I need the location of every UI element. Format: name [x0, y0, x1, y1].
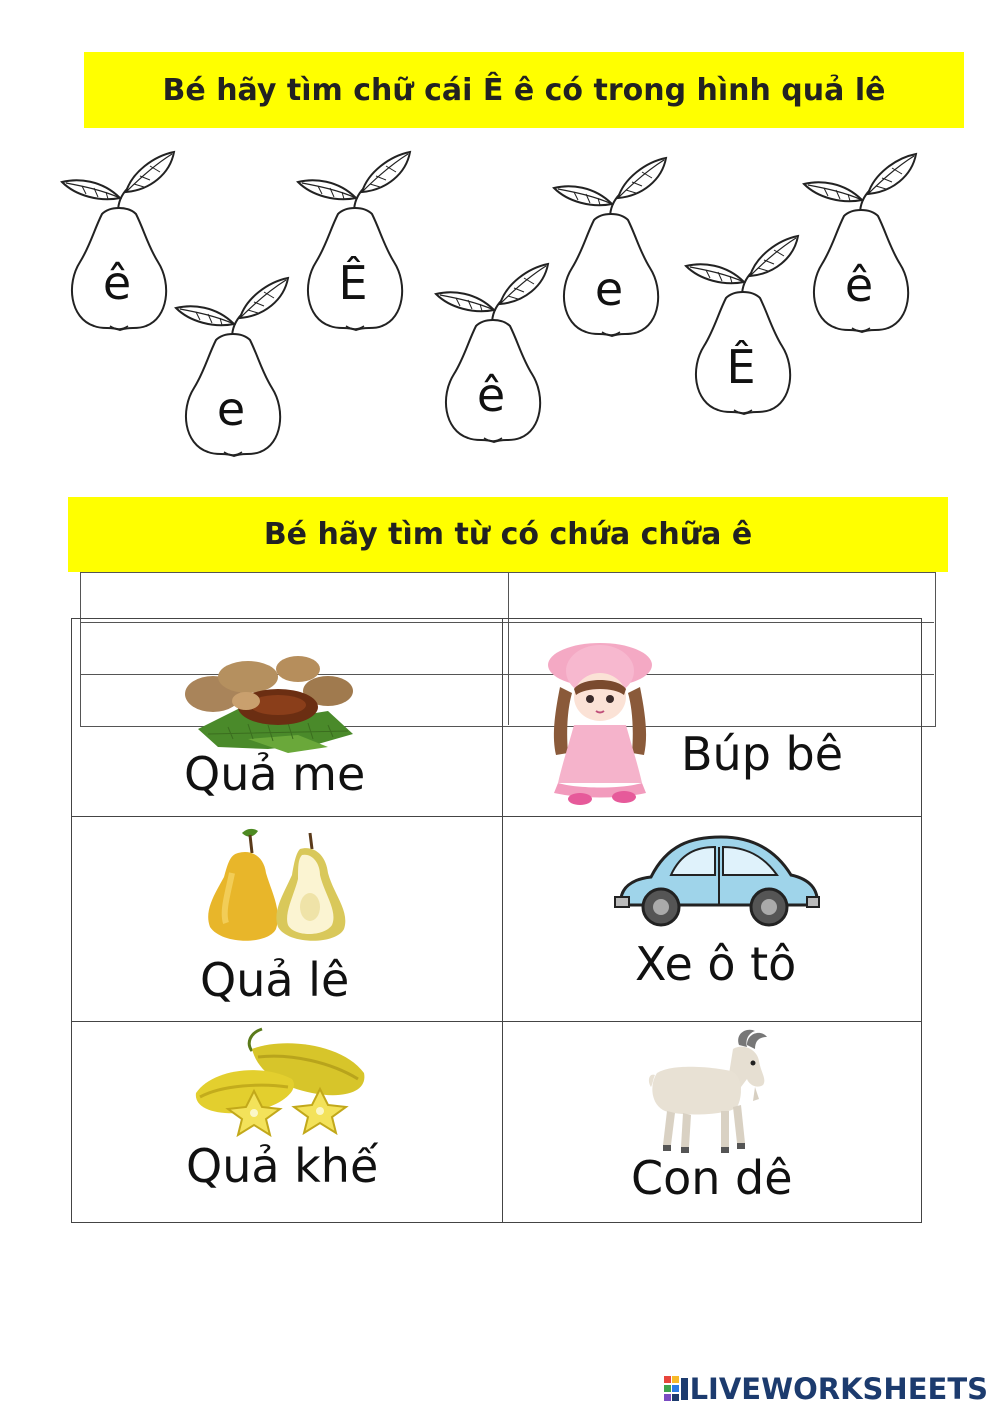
pear-image: [202, 823, 362, 948]
footer-logo[interactable]: [664, 1372, 988, 1406]
pear-outline[interactable]: [176, 276, 296, 476]
word-car: Xe ô tô: [635, 937, 797, 991]
find-word-title: Bé hãy tìm từ có chứa chữa ê: [263, 517, 753, 552]
pear-letter: ê: [102, 256, 132, 310]
pear-outline[interactable]: [436, 262, 556, 462]
find-letter-title: Bé hãy tìm chữ cái Ê ê có trong hình quả lê: [162, 72, 886, 108]
pear-outline[interactable]: [686, 234, 806, 434]
pear-outline[interactable]: [804, 152, 924, 352]
word-goat: Con dê: [631, 1151, 793, 1205]
pear-outline[interactable]: [298, 150, 418, 350]
pear-letter: Ê: [338, 256, 368, 310]
pear-letter: e: [216, 382, 246, 436]
pear-outline[interactable]: [554, 156, 674, 356]
pear-letter: e: [594, 262, 624, 316]
brand-name: LIVEWORKSHEETS: [689, 1372, 988, 1406]
goat-image: [643, 1027, 773, 1155]
cell-car[interactable]: [503, 817, 921, 1022]
table-border-right: [921, 618, 922, 1223]
pear-letter: ê: [844, 258, 874, 312]
doll-image: [538, 637, 663, 807]
word-doll: Búp bê: [681, 727, 844, 781]
word-pear: Quả lê: [200, 953, 350, 1007]
pear-letter: Ê: [726, 340, 756, 394]
tamarind-image: [178, 639, 363, 754]
find-letter-banner: [84, 52, 964, 128]
car-image: [611, 831, 821, 931]
cell-tamarind[interactable]: [72, 619, 502, 816]
cell-starfruit[interactable]: [72, 1023, 502, 1221]
pear-letter: ê: [476, 368, 506, 422]
find-word-banner: [68, 497, 948, 572]
pear-outline[interactable]: [62, 150, 182, 350]
table-border-bottom: [71, 1222, 922, 1223]
cell-pear[interactable]: [72, 817, 502, 1022]
starfruit-image: [192, 1023, 372, 1138]
liveworksheets-logo-icon: [664, 1376, 688, 1402]
word-starfruit: Quả khế: [186, 1139, 379, 1193]
cell-doll[interactable]: [503, 619, 921, 816]
cell-goat[interactable]: [503, 1023, 921, 1221]
word-tamarind: Quả me: [184, 747, 366, 801]
